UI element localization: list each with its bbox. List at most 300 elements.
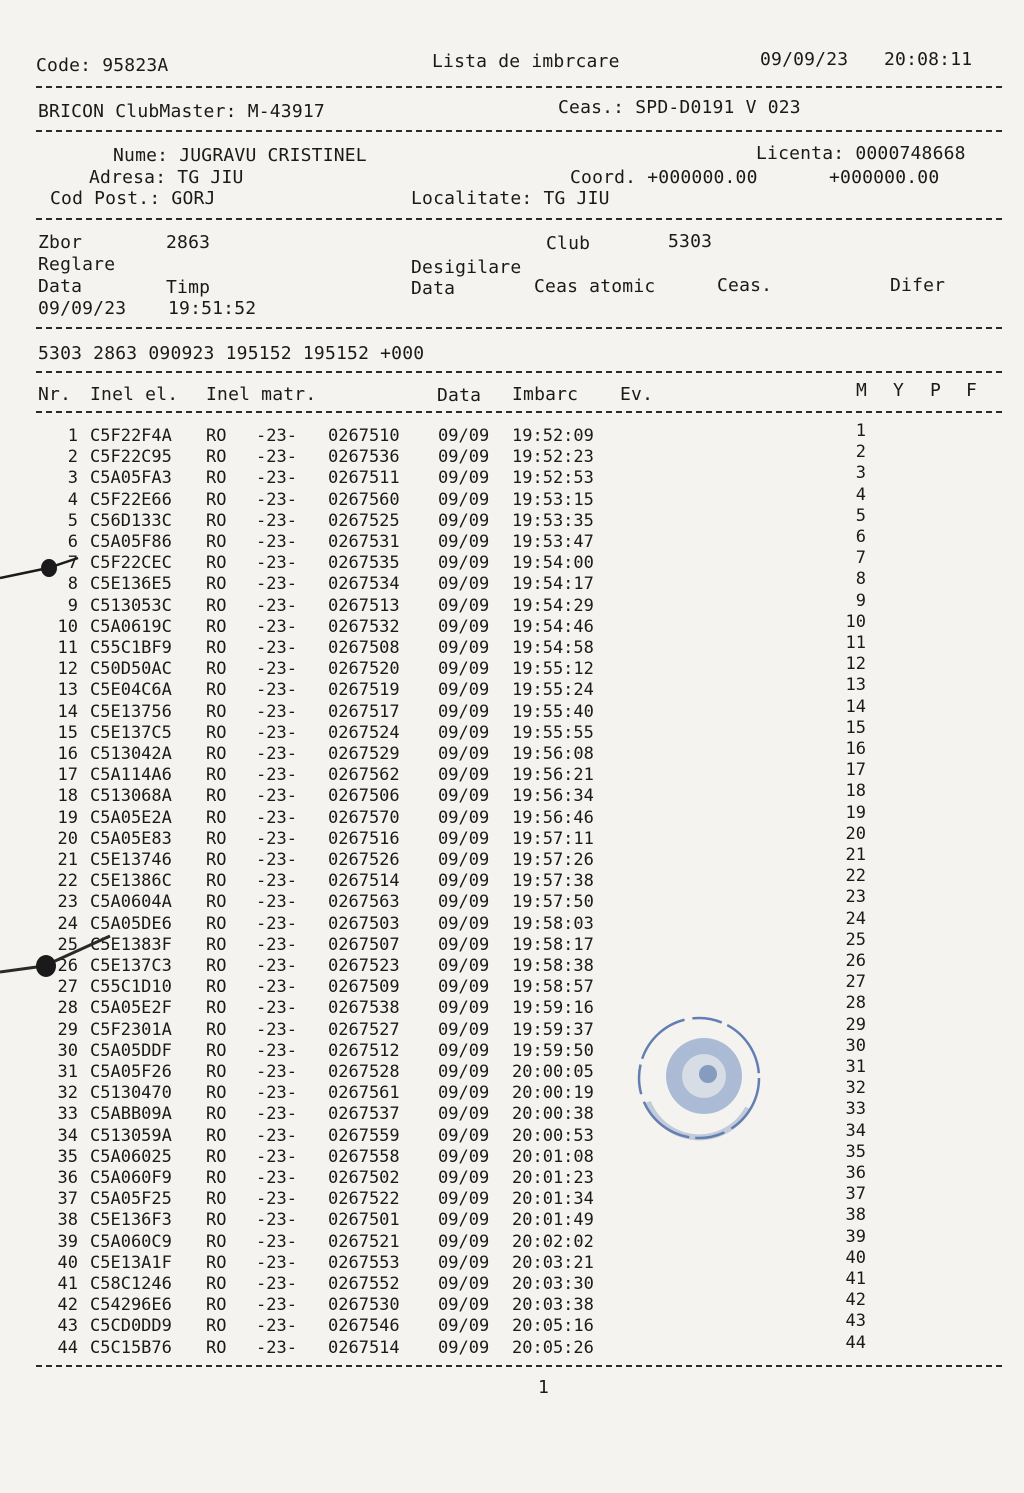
row-time: 20:01:08 [512,1146,594,1167]
row-ring-number: 0267506 [328,786,400,807]
col-ev: Ev. [620,384,654,405]
row-ring-electronic: C5A05FA3 [90,468,172,489]
row-nr: 31 [57,1062,78,1082]
row-time: 20:01:23 [512,1168,594,1188]
row-year: -23- [256,1062,297,1082]
row-country: RO [206,998,227,1019]
row-m: 37 [845,1184,866,1205]
row-time: 20:03:21 [512,1252,594,1273]
row-nr: 33 [57,1104,78,1125]
row-ring-electronic: C5F22CEC [90,553,172,574]
row-date: 09/09 [438,1274,490,1294]
row-country: RO [206,1231,227,1252]
row-date: 09/09 [438,1252,490,1273]
row-year: -23- [256,574,297,595]
row-country: RO [206,1083,227,1104]
row-ring-number: 0267559 [328,1125,400,1146]
row-nr: 35 [57,1146,78,1167]
row-nr: 13 [57,680,78,701]
row-ring-electronic: C5E13A1F [90,1252,172,1273]
row-nr: 5 [67,510,78,531]
row-date: 09/09 [438,1146,490,1167]
row-date: 09/09 [438,1083,490,1104]
row-nr: 7 [67,553,78,574]
row-ring-number: 0267530 [328,1295,400,1316]
row-time: 20:02:02 [512,1231,594,1252]
row-time: 19:57:50 [512,892,594,913]
row-nr: 9 [67,595,78,616]
row-nr: 32 [57,1083,78,1104]
row-date: 09/09 [438,1062,490,1082]
row-m: 40 [845,1247,866,1268]
row-ring-number: 0267537 [328,1104,400,1125]
row-nr: 29 [57,1019,78,1040]
row-year: -23- [256,765,297,786]
row-year: -23- [256,807,297,828]
row-country: RO [206,680,227,701]
row-m: 15 [845,717,866,738]
row-year: -23- [256,1210,297,1231]
row-date: 09/09 [438,489,490,510]
row-ring-number: 0267502 [328,1168,400,1188]
row-m: 42 [845,1290,866,1311]
row-m: 12 [845,654,866,675]
col-imbarc: Imbarc [512,384,579,405]
row-nr: 26 [57,956,78,976]
row-ring-electronic: C5A05F26 [90,1062,172,1082]
row-year: -23- [256,1083,297,1104]
row-ring-electronic: C5A05E2A [90,807,172,828]
table-row [0,1290,1024,1316]
row-m: 22 [845,866,866,887]
table-row [0,929,1024,956]
row-m: 4 [855,484,866,505]
row-ring-electronic: C513059A [90,1125,172,1146]
row-ring-number: 0267513 [328,595,400,616]
row-date: 09/09 [438,1125,490,1146]
row-m: 26 [845,951,866,971]
row-date: 09/09 [438,765,490,786]
row-date: 09/09 [438,1231,490,1252]
row-country: RO [206,1168,227,1188]
divider [36,327,1002,329]
row-ring-number: 0267519 [328,680,400,701]
row-ring-number: 0267510 [328,426,400,446]
row-year: -23- [256,1146,297,1167]
row-nr: 22 [57,871,78,892]
row-time: 19:55:12 [512,659,594,680]
flight-label: Zbor [38,232,83,253]
row-m: 11 [845,633,866,653]
row-date: 09/09 [438,426,490,446]
row-time: 19:53:47 [512,532,594,552]
row-ring-number: 0267520 [328,659,400,680]
row-country: RO [206,616,227,637]
row-nr: 44 [57,1337,78,1358]
row-date: 09/09 [438,807,490,828]
row-ring-electronic: C5E1383F [90,934,172,955]
row-time: 20:03:30 [512,1274,594,1294]
divider [36,218,1002,220]
summary-line: 5303 2863 090923 195152 195152 +000 [38,343,425,364]
row-year: -23- [256,892,297,913]
table-row [0,1184,1024,1210]
row-year: -23- [256,1295,297,1316]
row-m: 43 [845,1311,866,1332]
table-row [0,484,1024,511]
table-row [0,1269,1024,1295]
row-year: -23- [256,638,297,658]
row-ring-number: 0267538 [328,998,400,1019]
table-row [0,675,1024,701]
row-country: RO [206,510,227,531]
row-date: 09/09 [438,892,490,913]
desigilare-label: Desigilare [411,257,522,278]
row-m: 34 [845,1120,866,1141]
row-nr: 20 [57,828,78,849]
row-ring-electronic: C5A060C9 [90,1231,172,1252]
row-country: RO [206,765,227,786]
club-number: 5303 [668,231,713,252]
row-ring-electronic: C5E13756 [90,701,172,722]
row-ring-electronic: C5E04C6A [90,680,172,701]
row-time: 20:00:53 [512,1125,594,1146]
row-country: RO [206,1040,227,1061]
timp-label: Timp [166,277,211,298]
table-row [0,505,1024,532]
row-country: RO [206,1189,227,1210]
row-time: 19:53:15 [512,489,594,510]
table-row [0,611,1024,638]
row-ring-number: 0267512 [328,1040,400,1061]
row-nr: 16 [57,744,78,764]
row-time: 19:52:53 [512,468,594,489]
row-year: -23- [256,786,297,807]
row-ring-electronic: C5E136F3 [90,1210,172,1231]
row-country: RO [206,786,227,807]
table-row [0,633,1024,659]
col-f: F [966,380,978,401]
row-ring-number: 0267514 [328,871,400,892]
table-row [0,1247,1024,1274]
document-code: Code: 95823A [36,55,169,76]
row-m: 36 [845,1163,866,1183]
row-date: 09/09 [438,638,490,658]
row-nr: 18 [57,786,78,807]
row-date: 09/09 [438,1337,490,1358]
row-ring-number: 0267509 [328,977,400,998]
row-time: 19:57:11 [512,828,594,849]
row-country: RO [206,913,227,934]
row-date: 09/09 [438,1295,490,1316]
row-m: 1 [855,421,866,441]
row-time: 19:53:35 [512,510,594,531]
row-ring-number: 0267561 [328,1083,400,1104]
row-m: 38 [845,1205,866,1226]
row-country: RO [206,1104,227,1125]
table-row [0,1120,1024,1147]
pen-mark-arrow [0,930,120,980]
desig-data-label: Data [411,278,456,299]
row-ring-number: 0267521 [328,1231,400,1252]
row-year: -23- [256,426,297,446]
row-ring-electronic: C513042A [90,744,172,764]
row-m: 29 [845,1014,866,1035]
row-year: -23- [256,1274,297,1294]
row-time: 19:54:58 [512,638,594,658]
row-date: 09/09 [438,850,490,870]
row-nr: 28 [57,998,78,1019]
table-row [0,654,1024,680]
row-m: 6 [855,527,866,547]
row-nr: 10 [57,616,78,637]
row-nr: 37 [57,1189,78,1210]
row-time: 19:55:24 [512,680,594,701]
row-m: 8 [855,569,866,590]
row-ring-electronic: C5F22F4A [90,426,172,446]
row-time: 19:59:37 [512,1019,594,1040]
row-ring-electronic: C5A05E83 [90,828,172,849]
table-row [0,1099,1024,1125]
row-ring-electronic: C5A05E2F [90,998,172,1019]
row-year: -23- [256,510,297,531]
row-m: 30 [845,1035,866,1056]
row-year: -23- [256,468,297,489]
owner-coord-2: +000000.00 [829,167,940,188]
table-row [0,802,1024,829]
row-ring-number: 0267552 [328,1274,400,1294]
table-row [0,696,1024,723]
row-country: RO [206,722,227,743]
row-nr: 27 [57,977,78,998]
row-date: 09/09 [438,722,490,743]
row-year: -23- [256,998,297,1019]
row-m: 25 [845,929,866,950]
row-ring-number: 0267528 [328,1062,400,1082]
row-year: -23- [256,1168,297,1188]
row-ring-number: 0267536 [328,447,400,468]
row-time: 20:03:38 [512,1295,594,1316]
row-nr: 14 [57,701,78,722]
row-time: 20:01:49 [512,1210,594,1231]
pen-mark-arrow [0,550,90,590]
table-row [0,1311,1024,1337]
row-nr: 24 [57,913,78,934]
row-year: -23- [256,1125,297,1146]
row-time: 19:59:16 [512,998,594,1019]
row-m: 31 [845,1057,866,1077]
row-ring-number: 0267529 [328,744,400,764]
row-year: -23- [256,744,297,764]
data-label: Data [38,276,83,297]
row-ring-electronic: C5ABB09A [90,1104,172,1125]
row-m: 33 [845,1099,866,1120]
table-row [0,1078,1024,1104]
table-row [0,760,1024,786]
row-ring-number: 0267503 [328,913,400,934]
row-date: 09/09 [438,659,490,680]
row-ring-number: 0267546 [328,1316,400,1337]
row-ring-electronic: C5130470 [90,1083,172,1104]
owner-address: Adresa: TG JIU [89,167,244,188]
row-ring-electronic: C50D50AC [90,659,172,680]
row-ring-electronic: C5E1386C [90,871,172,892]
row-country: RO [206,489,227,510]
row-country: RO [206,426,227,446]
row-m: 7 [855,548,866,569]
row-date: 09/09 [438,616,490,637]
row-nr: 11 [57,638,78,658]
page-number: 1 [538,1377,550,1398]
table-row [0,993,1024,1019]
table-row [0,823,1024,850]
row-time: 19:56:46 [512,807,594,828]
row-ring-electronic: C5A05DE6 [90,913,172,934]
row-time: 19:56:34 [512,786,594,807]
row-time: 19:58:03 [512,913,594,934]
row-ring-number: 0267532 [328,616,400,637]
table-row [0,527,1024,553]
row-nr: 15 [57,722,78,743]
row-time: 19:57:26 [512,850,594,870]
row-country: RO [206,659,227,680]
row-ring-number: 0267526 [328,850,400,870]
col-data: Data [437,385,482,406]
row-ring-electronic: C5E13746 [90,850,172,870]
difference-label: Difer [890,275,946,296]
row-nr: 8 [67,574,78,595]
row-time: 19:52:09 [512,426,594,446]
row-ring-electronic: C5A0604A [90,892,172,913]
col-y: Y [893,380,905,401]
row-nr: 40 [57,1252,78,1273]
row-time: 19:59:50 [512,1040,594,1061]
row-time: 19:55:40 [512,701,594,722]
row-ring-electronic: C5E137C5 [90,722,172,743]
row-time: 19:54:17 [512,574,594,595]
table-row [0,463,1024,489]
row-year: -23- [256,1337,297,1358]
row-date: 09/09 [438,553,490,574]
row-year: -23- [256,1019,297,1040]
row-ring-electronic: C5A06025 [90,1146,172,1167]
table-row [0,442,1024,468]
row-m: 9 [855,590,866,611]
row-date: 09/09 [438,680,490,701]
row-country: RO [206,1062,227,1082]
row-ring-electronic: C513053C [90,595,172,616]
row-time: 19:55:55 [512,722,594,743]
divider [36,1365,1002,1367]
row-ring-number: 0267507 [328,934,400,955]
row-ring-number: 0267531 [328,532,400,552]
row-nr: 30 [57,1040,78,1061]
row-ring-electronic: C5CD0DD9 [90,1316,172,1337]
club-label: Club [546,233,591,254]
row-nr: 25 [57,934,78,955]
row-date: 09/09 [438,1168,490,1188]
row-ring-electronic: C5A114A6 [90,765,172,786]
row-date: 09/09 [438,1104,490,1125]
owner-locality: Localitate: TG JIU [411,188,610,209]
table-row [0,1226,1024,1253]
row-country: RO [206,1146,227,1167]
row-date: 09/09 [438,977,490,998]
row-ring-electronic: C5A05F86 [90,532,172,552]
owner-postal-code: Cod Post.: GORJ [50,188,216,209]
row-date: 09/09 [438,828,490,849]
table-row [0,1205,1024,1231]
row-country: RO [206,1252,227,1273]
row-date: 09/09 [438,744,490,764]
row-country: RO [206,1274,227,1294]
row-m: 19 [845,802,866,823]
row-date: 09/09 [438,1316,490,1337]
table-row [0,908,1024,935]
row-country: RO [206,638,227,658]
divider [36,411,1002,413]
row-date: 09/09 [438,786,490,807]
club-stamp [628,1012,770,1144]
row-date: 09/09 [438,1210,490,1231]
row-country: RO [206,871,227,892]
table-row [0,548,1024,574]
row-country: RO [206,1125,227,1146]
print-date: 09/09/23 [760,49,849,70]
row-ring-electronic: C5C15B76 [90,1337,172,1358]
row-year: -23- [256,828,297,849]
row-nr: 36 [57,1168,78,1188]
col-p: P [930,380,942,401]
row-nr: 6 [67,532,78,552]
row-ring-electronic: C5E136E5 [90,574,172,595]
atomic-clock-label: Ceas atomic [534,276,656,297]
table-row [0,569,1024,595]
row-time: 20:01:34 [512,1189,594,1210]
table-row [0,972,1024,998]
set-date: 09/09/23 [38,298,127,319]
row-ring-electronic: C5A060F9 [90,1168,172,1188]
row-country: RO [206,595,227,616]
row-year: -23- [256,1252,297,1273]
row-ring-electronic: C55C1BF9 [90,638,172,658]
row-ring-electronic: C58C1246 [90,1274,172,1294]
row-date: 09/09 [438,447,490,468]
table-row [0,866,1024,892]
row-m: 35 [845,1141,866,1162]
row-nr: 23 [57,892,78,913]
row-ring-electronic: C5A0619C [90,616,172,637]
row-ring-electronic: C5F22E66 [90,489,172,510]
row-ring-number: 0267511 [328,468,400,489]
row-country: RO [206,934,227,955]
row-nr: 43 [57,1316,78,1337]
col-inel-matr: Inel matr. [206,384,317,405]
row-time: 19:54:29 [512,595,594,616]
row-date: 09/09 [438,1040,490,1061]
table-row [0,1057,1024,1083]
row-year: -23- [256,595,297,616]
row-country: RO [206,892,227,913]
table-row [0,1163,1024,1189]
row-ring-number: 0267535 [328,553,400,574]
row-date: 09/09 [438,532,490,552]
table-row [0,887,1024,913]
row-ring-number: 0267563 [328,892,400,913]
row-date: 09/09 [438,468,490,489]
table-row [0,1014,1024,1041]
row-m: 2 [855,442,866,463]
